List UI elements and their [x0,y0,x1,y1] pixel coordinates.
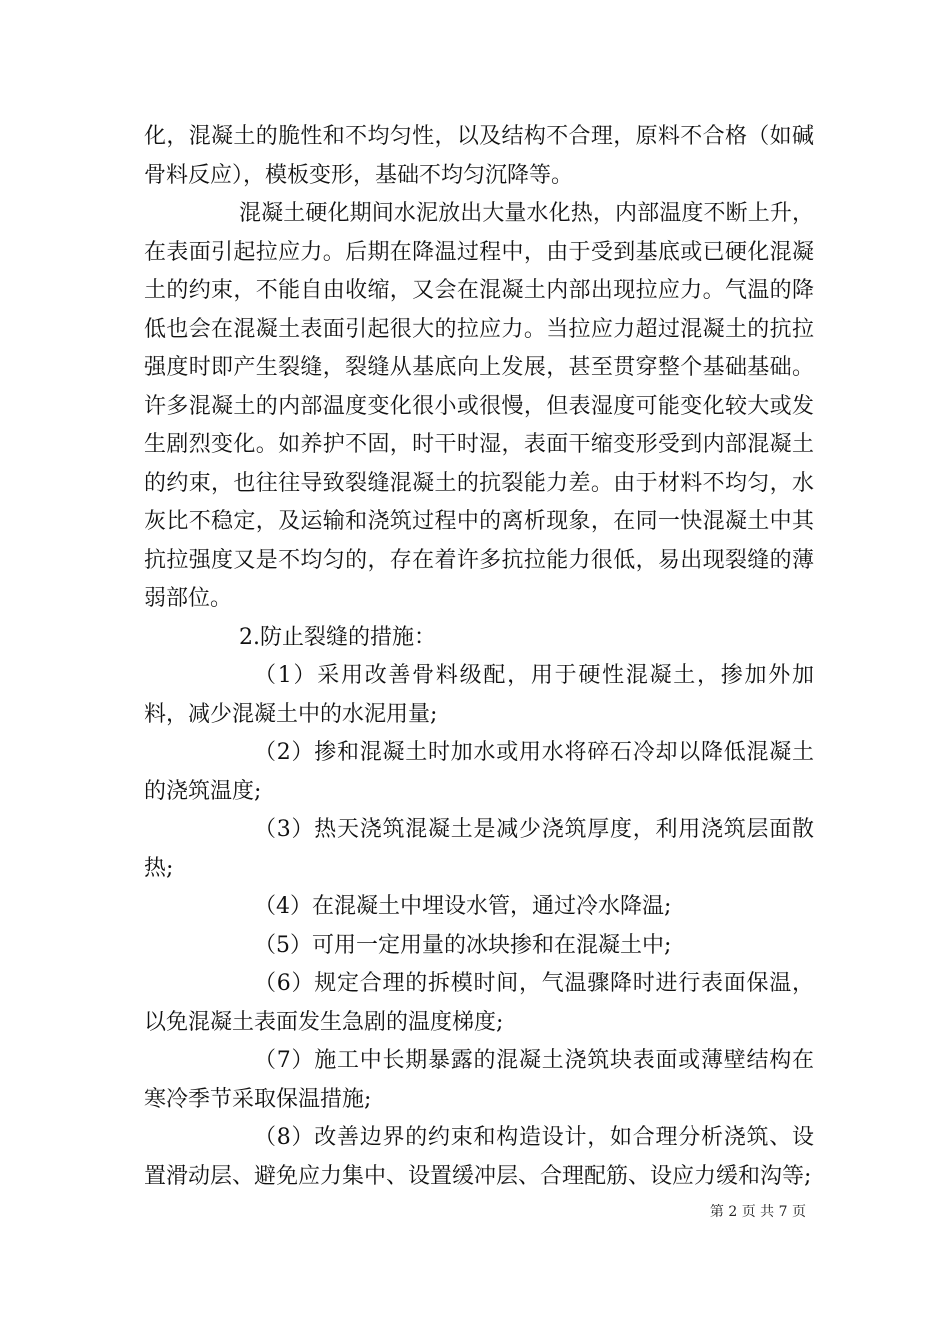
list-item: （8）改善边界的约束和构造设计，如合理分析浇筑、设置滑动层、避免应力集中、设置缓冲层、合理配筋、设应力缓和沟等; [144,1125,814,1189]
list-item: （5）可用一定用量的冰块掺和在混凝土中; [254,932,672,958]
list-item: （4）在混凝土中埋设水管，通过冷水降温; [254,894,672,919]
list-item: （3）热天浇筑混凝土是减少浇筑厚度，利用浇筑层面散热; [144,817,814,881]
page-number: 第 2 页 共 7 页 [709,1204,806,1220]
list-item: （2）掺和混凝土时加水或用水将碎石冷却以降低混凝土的浇筑温度; [144,740,814,804]
paragraph-cause-analysis: 混凝土硬化期间水泥放出大量水化热，内部温度不断上升，在表面引起拉应力。后期在降温过程中，由于受到基底或已硬化混凝土的约束，不能自由收缩，又会在混凝土内部出现拉应力。气温的降低也会在混凝土表面引起很大的拉应力。当拉应力超过混凝土的抗拉强度时即产生裂缝，裂缝从基底向上发展，甚至贯穿整个基础基础。许多混凝土的内部温度变化很小或很慢，但表湿度可能变化较大或发生剧烈变化。如养护不固，时干时湿，表面干缩变形受到内部混凝土的约束，也往往导致裂缝混凝土的抗裂能力差。由于材料不均匀，水灰比不稳定，及运输和浇筑过程中的离析现象，在同一快混凝土中其抗拉强度又是不均匀的，存在着许多抗拉能力很低，易出现裂缝的薄弱部位。 [144,201,814,611]
list-item: （7）施工中长期暴露的混凝土浇筑块表面或薄壁结构在寒冷季节采取保温措施; [144,1048,814,1112]
document-body [144,118,814,1196]
list-item: （6）规定合理的拆模时间，气温骤降时进行表面保温，以免混凝土表面发生急剧的温度梯度; [144,971,814,1035]
list-item: （1）采用改善骨料级配，用于硬性混凝土，掺加外加料，减少混凝土中的水泥用量; [144,663,814,727]
section-heading-prevention: 2.防止裂缝的措施： [239,624,436,650]
paragraph-continuation: 化，混凝土的脆性和不均匀性，以及结构不合理，原料不合格（如碱骨料反应），模板变形，基础不均匀沉降等。 [144,124,814,188]
